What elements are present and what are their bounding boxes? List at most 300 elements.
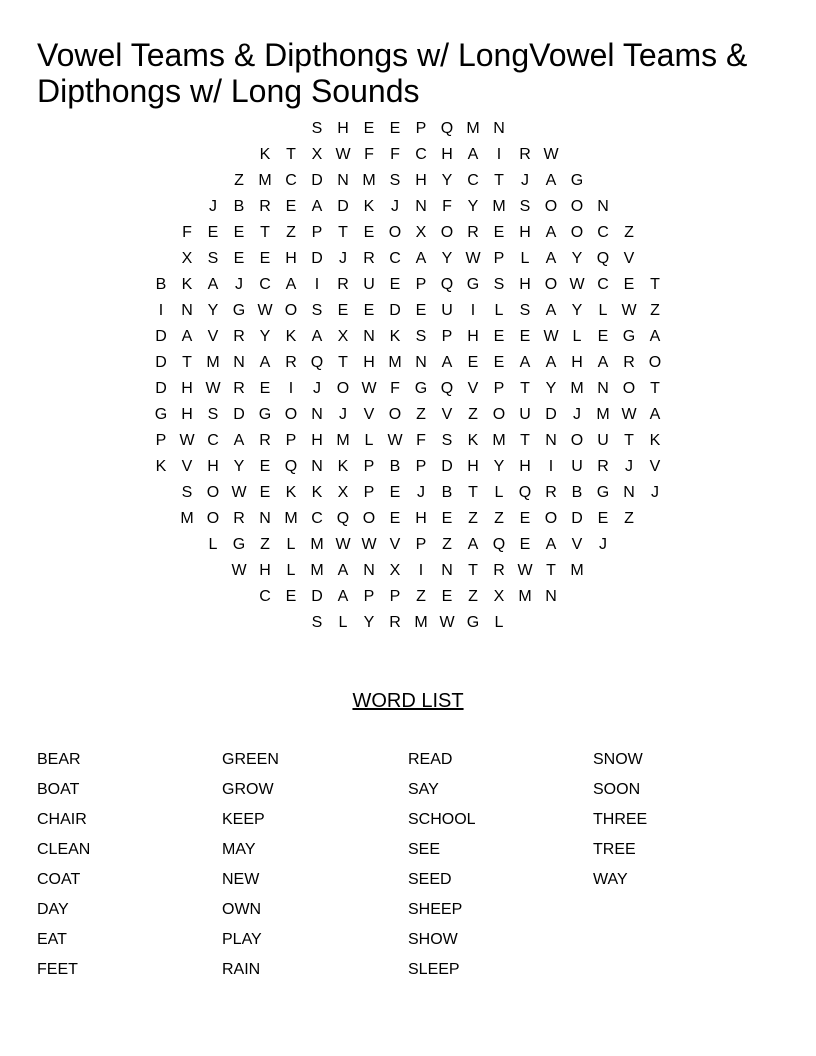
grid-letter: B — [389, 458, 401, 475]
grid-letter: P — [389, 588, 401, 605]
grid-letter: T — [338, 224, 348, 241]
grid-letter: R — [519, 146, 531, 163]
grid-letter: Z — [468, 510, 478, 527]
grid-letter: O — [544, 510, 558, 527]
grid-letter: H — [467, 328, 479, 345]
grid-letter: E — [337, 302, 349, 319]
grid-letter: T — [520, 380, 530, 397]
word-list-item: THREE — [593, 811, 648, 828]
grid-letter: V — [623, 250, 635, 267]
grid-letter: Z — [468, 588, 478, 605]
grid-letter: J — [313, 380, 321, 397]
grid-letter: R — [259, 198, 271, 215]
grid-letter: I — [418, 562, 424, 579]
word-list-item: EAT — [37, 931, 67, 948]
grid-letter: W — [517, 562, 533, 579]
grid-letter: F — [416, 432, 426, 449]
grid-letter: O — [648, 354, 662, 371]
grid-letter: E — [259, 380, 271, 397]
grid-letter: Z — [416, 588, 426, 605]
grid-letter: R — [259, 432, 271, 449]
grid-letter: E — [597, 510, 609, 527]
grid-letter: L — [208, 536, 218, 553]
grid-letter: P — [363, 458, 375, 475]
grid-letter: A — [519, 354, 531, 371]
word-list-item: DAY — [37, 901, 69, 918]
grid-letter: C — [597, 276, 609, 293]
grid-letter: W — [335, 146, 351, 163]
grid-letter: U — [363, 276, 375, 293]
grid-letter: O — [388, 224, 402, 241]
grid-letter: X — [311, 146, 323, 163]
grid-letter: H — [337, 120, 349, 137]
grid-letter: M — [518, 588, 532, 605]
grid-letter: V — [207, 328, 219, 345]
grid-letter: C — [389, 250, 401, 267]
word-list-item: MAY — [222, 841, 256, 858]
grid-letter: R — [363, 250, 375, 267]
grid-letter: J — [651, 484, 659, 501]
word-list-item: WAY — [593, 871, 628, 888]
grid-letter: C — [415, 146, 427, 163]
grid-letter: H — [519, 458, 531, 475]
grid-letter: H — [415, 172, 427, 189]
grid-letter: O — [388, 406, 402, 423]
grid-letter: E — [259, 458, 271, 475]
grid-letter: N — [415, 198, 427, 215]
word-list-item: SAY — [408, 781, 439, 798]
grid-letter: D — [389, 302, 401, 319]
word-list-column-3 — [408, 748, 588, 988]
grid-letter: Z — [260, 536, 270, 553]
grid-letter: W — [569, 276, 585, 293]
grid-letter: C — [259, 276, 271, 293]
grid-letter: I — [314, 276, 320, 293]
grid-letter: K — [467, 432, 479, 449]
grid-letter: V — [441, 406, 453, 423]
grid-letter: R — [493, 562, 505, 579]
grid-letter: P — [415, 120, 427, 137]
word-list-item: CLEAN — [37, 841, 91, 858]
grid-letter: A — [649, 328, 661, 345]
grid-letter: D — [311, 588, 323, 605]
grid-letter: O — [440, 224, 454, 241]
grid-letter: E — [389, 484, 401, 501]
grid-letter: G — [596, 484, 610, 501]
grid-letter: R — [389, 614, 401, 631]
grid-letter: Q — [336, 510, 350, 527]
grid-letter: T — [182, 354, 192, 371]
grid-letter: U — [571, 458, 583, 475]
grid-letter: J — [625, 458, 633, 475]
grid-letter: K — [363, 198, 375, 215]
grid-letter: O — [570, 224, 584, 241]
grid-letter: E — [389, 276, 401, 293]
grid-letter: D — [155, 354, 167, 371]
grid-letter: A — [233, 432, 245, 449]
grid-letter: E — [415, 302, 427, 319]
grid-letter: T — [520, 432, 530, 449]
grid-letter: P — [441, 328, 453, 345]
grid-letter: A — [545, 536, 557, 553]
word-list-item: KEEP — [222, 811, 265, 828]
grid-letter: A — [311, 198, 323, 215]
word-list-item: GREEN — [222, 751, 279, 768]
grid-letter: M — [466, 120, 480, 137]
grid-letter: L — [520, 250, 530, 267]
grid-letter: N — [363, 562, 375, 579]
grid-letter: L — [494, 614, 504, 631]
grid-letter: Q — [440, 120, 454, 137]
word-list-item: CHAIR — [37, 811, 87, 828]
grid-letter: Y — [259, 328, 271, 345]
grid-letter: F — [442, 198, 452, 215]
grid-letter: E — [623, 276, 635, 293]
word-list-item: SOON — [593, 781, 641, 798]
grid-letter: A — [545, 250, 557, 267]
grid-letter: S — [311, 614, 323, 631]
grid-letter: G — [466, 614, 480, 631]
grid-letter: A — [545, 224, 557, 241]
word-list-item: SNOW — [593, 751, 643, 768]
word-list-column-2 — [222, 748, 402, 988]
word-list-item: OWN — [222, 901, 262, 918]
grid-letter: E — [259, 484, 271, 501]
grid-letter: A — [467, 146, 479, 163]
grid-letter: E — [233, 224, 245, 241]
grid-letter: T — [650, 380, 660, 397]
word-list-heading: WORD LIST — [352, 690, 464, 712]
grid-letter: J — [599, 536, 607, 553]
word-list-item: SEE — [408, 841, 441, 858]
grid-letter: D — [233, 406, 245, 423]
grid-letter: J — [417, 484, 425, 501]
grid-letter: W — [179, 432, 195, 449]
grid-letter: R — [467, 224, 479, 241]
grid-letter: K — [259, 146, 271, 163]
grid-letter: Y — [441, 250, 453, 267]
grid-letter: I — [548, 458, 554, 475]
grid-letter: O — [570, 198, 584, 215]
grid-letter: N — [545, 588, 557, 605]
grid-letter: D — [337, 198, 349, 215]
grid-letter: P — [493, 380, 505, 397]
grid-letter: D — [571, 510, 583, 527]
grid-letter: M — [284, 510, 298, 527]
grid-letter: H — [259, 562, 271, 579]
worksheet-title: Vowel Teams & Dipthongs w/ LongVowel Teams & Dipthongs w/ Long Sounds — [37, 37, 748, 109]
grid-letter: D — [155, 328, 167, 345]
grid-letter: S — [415, 328, 427, 345]
grid-letter: Z — [624, 224, 634, 241]
grid-letter: M — [336, 432, 350, 449]
grid-letter: N — [311, 458, 323, 475]
grid-letter: J — [339, 250, 347, 267]
grid-letter: S — [493, 276, 505, 293]
grid-letter: N — [597, 380, 609, 397]
grid-letter: C — [597, 224, 609, 241]
grid-letter: O — [362, 510, 376, 527]
grid-letter: O — [206, 484, 220, 501]
word-list-item: NEW — [222, 871, 260, 888]
grid-letter: E — [441, 588, 453, 605]
grid-letter: G — [570, 172, 584, 189]
word-list-item: SHOW — [408, 931, 458, 948]
grid-letter: D — [155, 380, 167, 397]
grid-letter: T — [494, 172, 504, 189]
grid-letter: E — [597, 328, 609, 345]
grid-letter: A — [415, 250, 427, 267]
grid-letter: A — [337, 588, 349, 605]
grid-letter: G — [414, 380, 428, 397]
grid-letter: J — [521, 172, 529, 189]
grid-letter: I — [496, 146, 502, 163]
grid-letter: E — [441, 510, 453, 527]
grid-letter: W — [543, 146, 559, 163]
grid-letter: H — [181, 380, 193, 397]
grid-letter: O — [492, 406, 506, 423]
grid-letter: M — [206, 354, 220, 371]
grid-letter: R — [233, 380, 245, 397]
grid-letter: S — [311, 302, 323, 319]
grid-letter: K — [155, 458, 167, 475]
grid-letter: L — [338, 614, 348, 631]
grid-letter: X — [337, 484, 349, 501]
grid-letter: B — [233, 198, 245, 215]
grid-letter: N — [623, 484, 635, 501]
grid-letter: A — [337, 562, 349, 579]
grid-letter: K — [649, 432, 661, 449]
grid-letter: C — [207, 432, 219, 449]
grid-letter: S — [441, 432, 453, 449]
grid-letter: B — [571, 484, 583, 501]
grid-letter: W — [543, 328, 559, 345]
grid-letter: N — [259, 510, 271, 527]
grid-letter: S — [207, 406, 219, 423]
grid-letter: N — [337, 172, 349, 189]
word-list-item: BEAR — [37, 751, 81, 768]
grid-letter: B — [441, 484, 453, 501]
grid-letter: H — [519, 224, 531, 241]
grid-letter: C — [259, 588, 271, 605]
grid-letter: P — [493, 250, 505, 267]
grid-letter: X — [493, 588, 505, 605]
grid-letter: H — [285, 250, 297, 267]
grid-letter: N — [181, 302, 193, 319]
grid-letter: A — [649, 406, 661, 423]
grid-letter: G — [232, 536, 246, 553]
grid-letter: T — [468, 484, 478, 501]
word-list-item: READ — [408, 751, 453, 768]
grid-letter: E — [389, 510, 401, 527]
grid-letter: F — [182, 224, 192, 241]
grid-letter: A — [207, 276, 219, 293]
grid-letter: W — [231, 562, 247, 579]
grid-letter: G — [466, 276, 480, 293]
grid-letter: E — [363, 302, 375, 319]
grid-letter: Y — [493, 458, 505, 475]
grid-letter: A — [311, 328, 323, 345]
grid-letter: V — [571, 536, 583, 553]
grid-letter: Z — [416, 406, 426, 423]
grid-letter: C — [311, 510, 323, 527]
grid-letter: N — [233, 354, 245, 371]
grid-letter: V — [363, 406, 375, 423]
grid-letter: G — [232, 302, 246, 319]
word-list-item: SHEEP — [408, 901, 463, 918]
grid-letter: Z — [650, 302, 660, 319]
grid-letter: P — [415, 458, 427, 475]
grid-letter: Q — [518, 484, 532, 501]
grid-letter: Q — [440, 380, 454, 397]
grid-letter: W — [387, 432, 403, 449]
grid-letter: M — [570, 562, 584, 579]
grid-letter: I — [158, 302, 164, 319]
grid-letter: A — [285, 276, 297, 293]
grid-letter: M — [492, 432, 506, 449]
grid-letter: W — [621, 302, 637, 319]
grid-letter: M — [414, 614, 428, 631]
grid-letter: P — [155, 432, 167, 449]
grid-letter: P — [363, 588, 375, 605]
grid-letter: D — [311, 172, 323, 189]
grid-letter: Z — [442, 536, 452, 553]
grid-letter: L — [494, 302, 504, 319]
word-search-grid — [0, 116, 816, 636]
grid-letter: Y — [571, 250, 583, 267]
word-list-item: RAIN — [222, 961, 261, 978]
grid-letter: S — [519, 198, 531, 215]
grid-letter: Y — [207, 302, 219, 319]
grid-letter: Q — [596, 250, 610, 267]
grid-letter: K — [337, 458, 349, 475]
grid-letter: R — [623, 354, 635, 371]
grid-letter: K — [311, 484, 323, 501]
grid-letter: N — [415, 354, 427, 371]
grid-letter: E — [389, 120, 401, 137]
grid-letter: E — [285, 588, 297, 605]
grid-letter: A — [181, 328, 193, 345]
grid-letter: E — [493, 224, 505, 241]
grid-letter: Q — [310, 354, 324, 371]
grid-letter: F — [390, 380, 400, 397]
grid-letter: P — [311, 224, 323, 241]
grid-letter: Y — [441, 172, 453, 189]
grid-letter: J — [209, 198, 217, 215]
grid-letter: E — [363, 224, 375, 241]
grid-letter: A — [545, 302, 557, 319]
grid-letter: P — [285, 432, 297, 449]
grid-letter: M — [570, 380, 584, 397]
grid-letter: P — [415, 536, 427, 553]
grid-letter: W — [205, 380, 221, 397]
grid-letter: O — [544, 198, 558, 215]
grid-letter: C — [467, 172, 479, 189]
grid-letter: S — [519, 302, 531, 319]
grid-letter: N — [545, 432, 557, 449]
grid-letter: J — [339, 406, 347, 423]
grid-letter: R — [597, 458, 609, 475]
grid-letter: Z — [234, 172, 244, 189]
grid-letter: V — [181, 458, 193, 475]
grid-letter: T — [338, 354, 348, 371]
grid-letter: L — [286, 536, 296, 553]
grid-letter: H — [363, 354, 375, 371]
grid-letter: M — [180, 510, 194, 527]
grid-letter: L — [364, 432, 374, 449]
grid-letter: O — [284, 302, 298, 319]
grid-letter: H — [311, 432, 323, 449]
grid-letter: J — [235, 276, 243, 293]
grid-letter: T — [468, 562, 478, 579]
grid-letter: N — [597, 198, 609, 215]
grid-letter: V — [467, 380, 479, 397]
grid-letter: S — [311, 120, 323, 137]
grid-letter: A — [259, 354, 271, 371]
grid-letter: R — [545, 484, 557, 501]
grid-letter: X — [181, 250, 193, 267]
grid-letter: E — [363, 120, 375, 137]
grid-letter: S — [181, 484, 193, 501]
grid-letter: H — [415, 510, 427, 527]
grid-letter: G — [154, 406, 168, 423]
grid-letter: A — [467, 536, 479, 553]
grid-letter: Y — [545, 380, 557, 397]
word-list-item: COAT — [37, 871, 81, 888]
grid-letter: J — [391, 198, 399, 215]
word-list-item: FEET — [37, 961, 78, 978]
grid-letter: T — [624, 432, 634, 449]
grid-letter: O — [570, 432, 584, 449]
grid-letter: E — [233, 250, 245, 267]
grid-letter: K — [389, 328, 401, 345]
grid-letter: H — [519, 276, 531, 293]
grid-letter: W — [361, 536, 377, 553]
word-list-column-4 — [593, 748, 773, 898]
grid-letter: T — [286, 146, 296, 163]
grid-letter: W — [439, 614, 455, 631]
grid-letter: Y — [571, 302, 583, 319]
grid-letter: I — [470, 302, 476, 319]
grid-letter: K — [181, 276, 193, 293]
grid-letter: Y — [467, 198, 479, 215]
grid-letter: O — [284, 406, 298, 423]
grid-letter: I — [288, 380, 294, 397]
grid-letter: O — [336, 380, 350, 397]
grid-letter: Q — [284, 458, 298, 475]
grid-letter: M — [310, 536, 324, 553]
grid-letter: K — [285, 328, 297, 345]
grid-letter: O — [544, 276, 558, 293]
grid-letter: U — [519, 406, 531, 423]
grid-letter: N — [363, 328, 375, 345]
grid-letter: R — [337, 276, 349, 293]
grid-letter: L — [572, 328, 582, 345]
grid-letter: H — [181, 406, 193, 423]
grid-letter: N — [311, 406, 323, 423]
grid-letter: G — [258, 406, 272, 423]
grid-letter: Y — [233, 458, 245, 475]
word-list-item: PLAY — [222, 931, 262, 948]
grid-letter: X — [415, 224, 427, 241]
grid-letter: Q — [440, 276, 454, 293]
grid-letter: E — [207, 224, 219, 241]
grid-letter: M — [492, 198, 506, 215]
grid-letter: F — [364, 146, 374, 163]
grid-letter: T — [260, 224, 270, 241]
grid-letter: K — [285, 484, 297, 501]
grid-letter: E — [285, 198, 297, 215]
